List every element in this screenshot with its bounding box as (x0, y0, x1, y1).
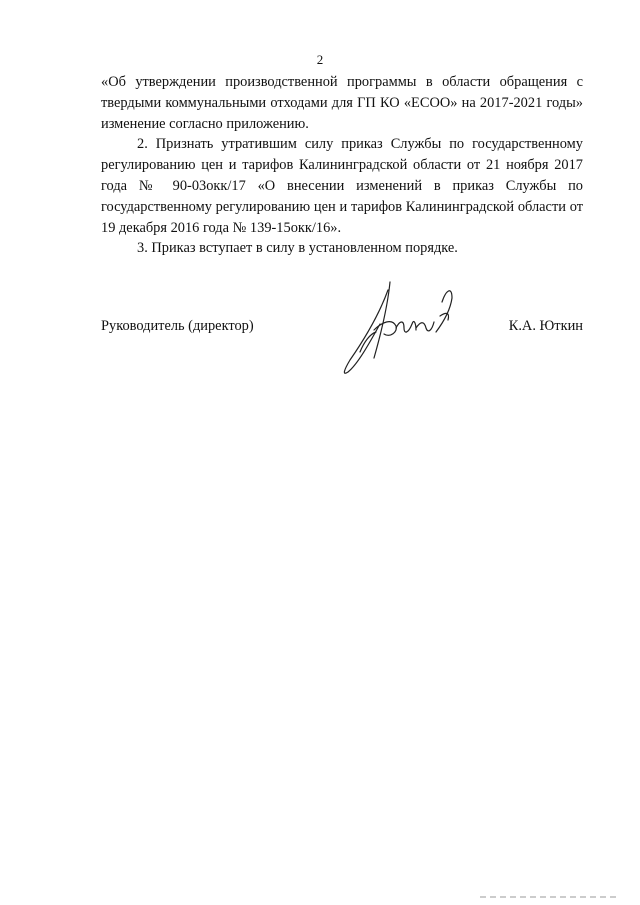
paragraph-item-2: 2. Признать утратившим силу приказ Службы по государственному регулированию цен и тарифов Калининградской области от 21 ноября 2017 года № 90-03окк/17 «О внесении изменений в приказ Службы по государственному регулированию цен и тарифов Калининградской области от 19 декабря 2016 года № 139-15окк/16». (101, 136, 583, 236)
signatory-name: К.А. Юткин (508, 318, 583, 334)
handwritten-signature (330, 272, 470, 382)
footer-dashed-line (480, 896, 620, 898)
signatory-position: Руководитель (директор) (101, 318, 254, 334)
page-number: 2 (316, 52, 324, 67)
paragraph-continuation: «Об утверждении производственной программы в области обращения с твердыми коммунальными отходами для ГП КО «ЕСОО» на 2017-2021 годы» изменение согласно приложению. (101, 74, 583, 132)
paragraph-item-3: 3. Приказ вступает в силу в установленном порядке. (137, 240, 458, 257)
document-body (101, 72, 583, 259)
